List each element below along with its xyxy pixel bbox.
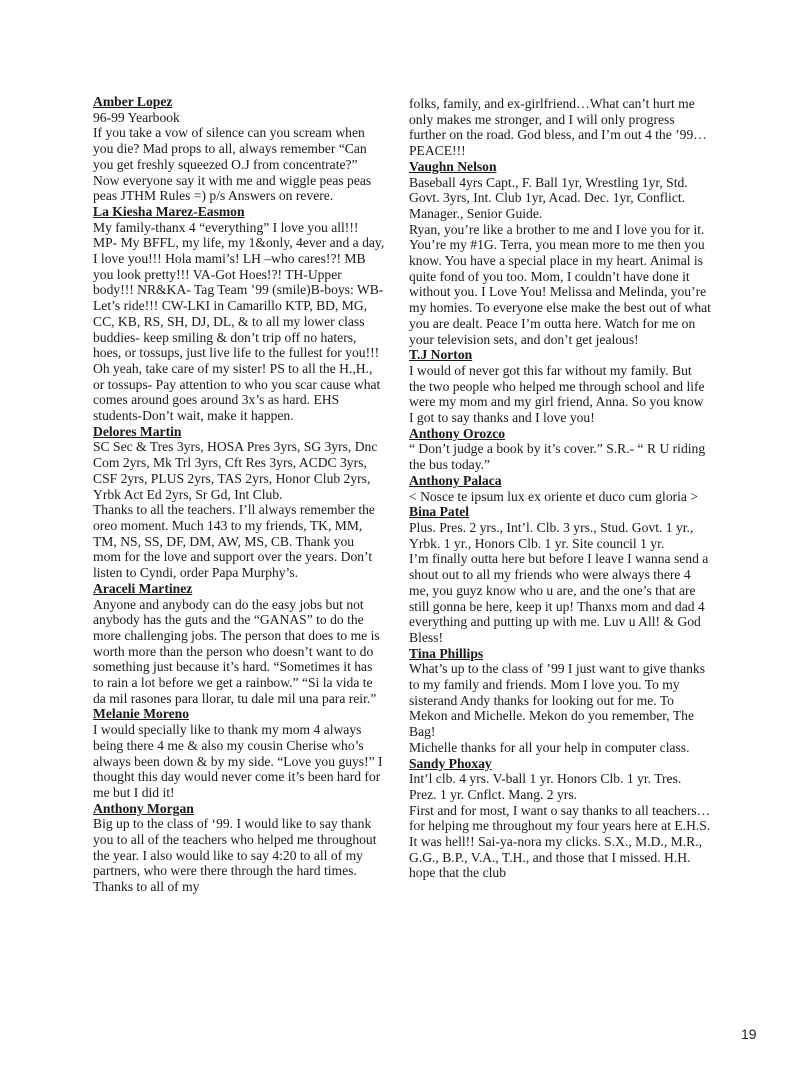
- student-name: Tina Phillips: [409, 645, 484, 661]
- yearbook-entry: [93, 801, 385, 895]
- entry-text: I would of never got this far without my family. But the two people who helped me through school and life were my mom and my girl friend, Anna. So you know I got to say thanks and I love you!: [409, 362, 705, 426]
- yearbook-entry: [409, 96, 711, 159]
- entry-text: Anyone and anybody can do the easy jobs but not anybody has the guts and the “GANAS” to do the more challenging jobs. The person that does to me is worth more than the person who doesn’t want to do something just because it’s hard. “Sometimes it has to rain a lot before we get a rainbow.” “Si la vida te da mil rasones para llorar, tu dale mil una para reir.”: [93, 596, 380, 706]
- student-name: Anthony Morgan: [93, 800, 194, 816]
- entry-text: What’s up to the class of ’99 I just want to give thanks to my family and friends. Mom I love you. To my sisterand Andy thanks for looking out for me. To Mekon and Michelle. Mekon do you remember, The Bag!: [409, 661, 705, 740]
- yearbook-entry: [409, 347, 711, 426]
- entry-text: My family-thanx 4 “everything” I love you all!!! MP- My BFFL, my life, my 1&only, 4ever and a day, I love you!!! Hola mami’s! LH –who cares!?! MB you look pretty!!! VA-Got Hoes!?! TH-Upper body!!! NR&KA- Tag Team ’99 (smile)B-boys: WB-Let’s ride!!! CW-LKI in Camarillo KTP, BD, MG, CC, KB, RS, SH, DJ, DL, & to all my lower class buddies- keep smiling & don’t trip off no haters, hoes, or tossups, just live life to the fullest for you!!! Oh yeah, take care of my sister! PS to all the H.,H., or tossups- Pay attention to who you scar cause what comes around goes around 3x’s as hard. EHS students-Don’t wait, make it happen.: [93, 219, 385, 424]
- yearbook-entry: [93, 581, 385, 707]
- student-name: T.J Norton: [409, 347, 473, 363]
- student-name: Bina Patel: [409, 504, 470, 520]
- yearbook-entry: [409, 426, 711, 473]
- left-column: [93, 94, 385, 895]
- student-name: Vaughn Nelson: [409, 158, 497, 174]
- entry-text: Big up to the class of ‘99. I would like to say thank you to all of the teachers who helped me throughout the year. I also would like to say 4:20 to all of my partners, who were there through the hard times. Thanks to all of my: [93, 816, 377, 895]
- yearbook-entry: [409, 159, 711, 347]
- entry-text: First and for most, I want o say thanks to all teachers… for helping me throughout my four years here at E.H.S. It was hell!! Sai-ya-nora my clicks. S.X., M.D., M.R., G.G., B.P., V.A., T.H., and those that I missed. H.H. hope that the club: [409, 802, 711, 881]
- entry-text: If you take a vow of silence can you scream when you die? Mad props to all, always remember “Can you get freshly squeezed O.J from concentrate?” Now everyone say it with me and wiggle peas peas peas JTHM Rules =) p/s Answers on revere.: [93, 125, 372, 204]
- entry-text: Plus. Pres. 2 yrs., Int’l. Clb. 3 yrs., Stud. Govt. 1 yr., Yrbk. 1 yr., Honors Clb. 1 yr. Site council 1 yr.: [409, 519, 694, 551]
- student-name: Anthony Palaca: [409, 472, 502, 488]
- student-name: Delores Martin: [93, 423, 182, 439]
- entry-text: folks, family, and ex-girlfriend…What can’t hurt me only makes me stronger, and I will only progress further on the road. God bless, and I’m out 4 the ’99…PEACE!!!: [409, 96, 707, 159]
- yearbook-entry: [93, 424, 385, 581]
- yearbook-entry: [93, 94, 385, 204]
- entry-text: Ryan, you’re like a brother to me and I love you for it. You’re my #1G. Terra, you mean more to me then you know. You have a special place in my heart. Animal is quite fond of you too. Mom, I couldn’t have done it without you. I Love You! Melissa and Melinda, you’re my homies. To everyone else make the best out of what you are dealt. Peace I’m outta here. Watch for me on your television sets, and don’t get jealous!: [409, 221, 711, 347]
- student-name: La Kiesha Marez-Easmon: [93, 203, 245, 219]
- right-column: [409, 96, 711, 881]
- yearbook-entry: [93, 204, 385, 424]
- entry-text: < Nosce te ipsum lux ex oriente et duco cum gloria >: [409, 488, 699, 504]
- entry-text: Thanks to all the teachers. I’ll always remember the oreo moment. Much 143 to my friends, TK, MM, TM, NS, SS, DF, DM, AW, MS, CB. Thank you mom for the love and support over the years. Don’t listen to Cyndi, order Papa Murphy’s.: [93, 502, 375, 581]
- entry-text: 96-99 Yearbook: [93, 109, 180, 125]
- entry-text: Michelle thanks for all your help in computer class.: [409, 739, 690, 755]
- student-name: Amber Lopez: [93, 94, 173, 109]
- entry-text: “ Don’t judge a book by it’s cover.” S.R.- “ R U riding the bus today.”: [409, 441, 706, 473]
- student-name: Anthony Orozco: [409, 425, 506, 441]
- student-name: Sandy Phoxay: [409, 755, 492, 771]
- yearbook-entry: [409, 504, 711, 645]
- yearbook-entry: [93, 706, 385, 800]
- yearbook-entry: [409, 473, 711, 504]
- yearbook-entry: [409, 646, 711, 756]
- student-name: Melanie Moreno: [93, 706, 190, 722]
- entry-text: I would specially like to thank my mom 4 always being there 4 me & also my cousin Cherise who’s always been down & by my side. “Love you guys!” I thought this day would never come it’s been hard for me but I did it!: [93, 722, 383, 800]
- entry-text: Baseball 4yrs Capt., F. Ball 1yr, Wrestling 1yr, Std. Govt. 3yrs, Int. Club 1yr, Acad. Dec. 1yr, Conflict. Manager., Senior Guide.: [409, 174, 688, 221]
- student-name: Araceli Martinez: [93, 580, 193, 596]
- page-number: 19: [741, 1026, 757, 1042]
- yearbook-entry: [409, 756, 711, 882]
- entry-text: SC Sec & Tres 3yrs, HOSA Pres 3yrs, SG 3yrs, Dnc Com 2yrs, Mk Trl 3yrs, Cft Res 3yrs, ACDC 3yrs, CSF 2yrs, PLUS 2yrs, TAS 2yrs, Honor Club 2yrs, Yrbk Act Ed 2yrs, Sr Gd, Int Club.: [93, 439, 378, 502]
- entry-text: I’m finally outta here but before I leave I wanna send a shout out to all my friends who were always there 4 me, you guyz know who u are, and the one’s that are still gonna be here, keep it up! Thanxs mom and dad 4 everything and putting up with me. Luv u All! & God Bless!: [409, 551, 709, 645]
- entry-text: Int’l clb. 4 yrs. V-ball 1 yr. Honors Clb. 1 yr. Tres. Prez. 1 yr. Cnflct. Mang. 2 yrs.: [409, 771, 682, 802]
